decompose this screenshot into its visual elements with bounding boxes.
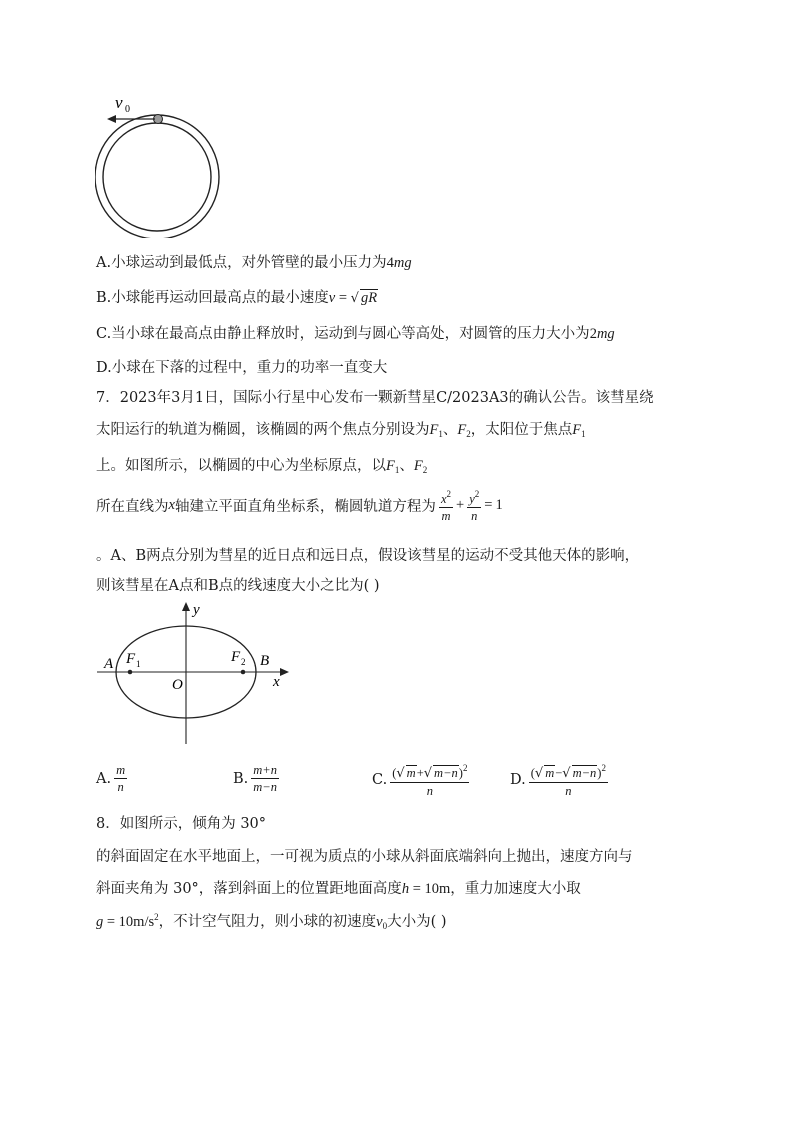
q6-option-d: D.小球在下落的过程中，重力的功率一直变大 [96,360,388,376]
f2-subscript: 2 [241,657,246,667]
fraction-y2-over-n: $\frac{y^2}{n}$ [467,486,481,525]
q7-option-b: B. $\frac{m+n}{m-n}$ [233,763,277,794]
q6-option-a: A.小球运动到最低点，对外管壁的最小压力为4mg [96,255,412,271]
focus-f2-dot [241,670,246,675]
y-axis-arrowhead [182,602,190,611]
q8-line3: 斜面夹角为 30°，落到斜面上的位置距地面高度h = 10m，重力加速度大小取 [96,881,581,897]
q7-line4: 所在直线为 x 轴建立平面直角坐标系，椭圆轨道方程为 $\frac{x^2}{m}$ + $\frac{y^2}{n}$ = 1 [96,486,503,525]
fraction-x2-over-m: $\frac{x^2}{m}$ [439,486,453,525]
velocity-arrowhead [107,115,116,123]
origin-label: O [172,677,183,693]
q7-line6: 则该彗星在A点和B点的线速度大小之比为( ) [96,578,380,594]
q8-line2: 的斜面固定在水平地面上，一可视为质点的小球从斜面底端斜向上抛出，速度方向与 [96,849,633,865]
plus-sign: + [456,497,465,513]
inner-tube-wall [103,123,211,231]
focus-f1-dot [128,670,133,675]
outer-tube-wall [95,115,219,238]
f2-label: F [231,649,241,665]
q7-option-d: D. $\frac{(√ m-√ m-n)^2}{n}$ [510,760,611,800]
point-a-label: A [104,656,114,672]
f1-label: F [126,651,136,667]
circular-tube-figure [95,88,230,238]
q7-line3: 上。如图所示，以椭圆的中心为坐标原点，以$F_1$、$F_2$ [96,458,428,475]
q7-line1: 7．2023年3月1日，国际小行星中心发布一颗新彗星C/2023A3的确认公告。该彗星绕 [96,390,654,406]
q8-line1: 8．如图所示，倾角为 30° [96,816,267,832]
q8-line4: $g = 10m/s^2$，不计空气阻力，则小球的初速度$v_0$大小为( ) [96,912,447,931]
v0-subscript: 0 [125,104,130,115]
q7-option-c: C. $\frac{(√ m+√ m-n)^2}{n}$ [372,760,472,800]
x-axis-label: x [273,674,280,690]
ellipse-orbit-figure [95,598,300,748]
q6-option-c: C.当小球在最高点由静止释放时，运动到与圆心等高处，对圆管的压力大小为2mg [96,326,615,342]
q7-line5: 。A、B两点分别为彗星的近日点和远日点，假设该彗星的运动不受其他天体的影响， [96,548,640,564]
v0-label: v [115,93,123,112]
x-axis-arrowhead [280,668,289,676]
y-axis-label: y [193,602,200,618]
q7-option-a: A. $\frac{m}{n}$ [96,763,126,794]
equals-sign: = [484,497,493,513]
f1-subscript: 1 [136,659,141,669]
q7-line2: 太阳运行的轨道为椭圆，该椭圆的两个焦点分别设为$F_1$、$F_2$，太阳位于焦点$F_1$ [96,422,586,439]
point-b-label: B [260,653,270,669]
q6-option-b: B.小球能再运动回最高点的最小速度v = √ gR [96,290,378,306]
sqrt-sign: √ [350,291,359,306]
